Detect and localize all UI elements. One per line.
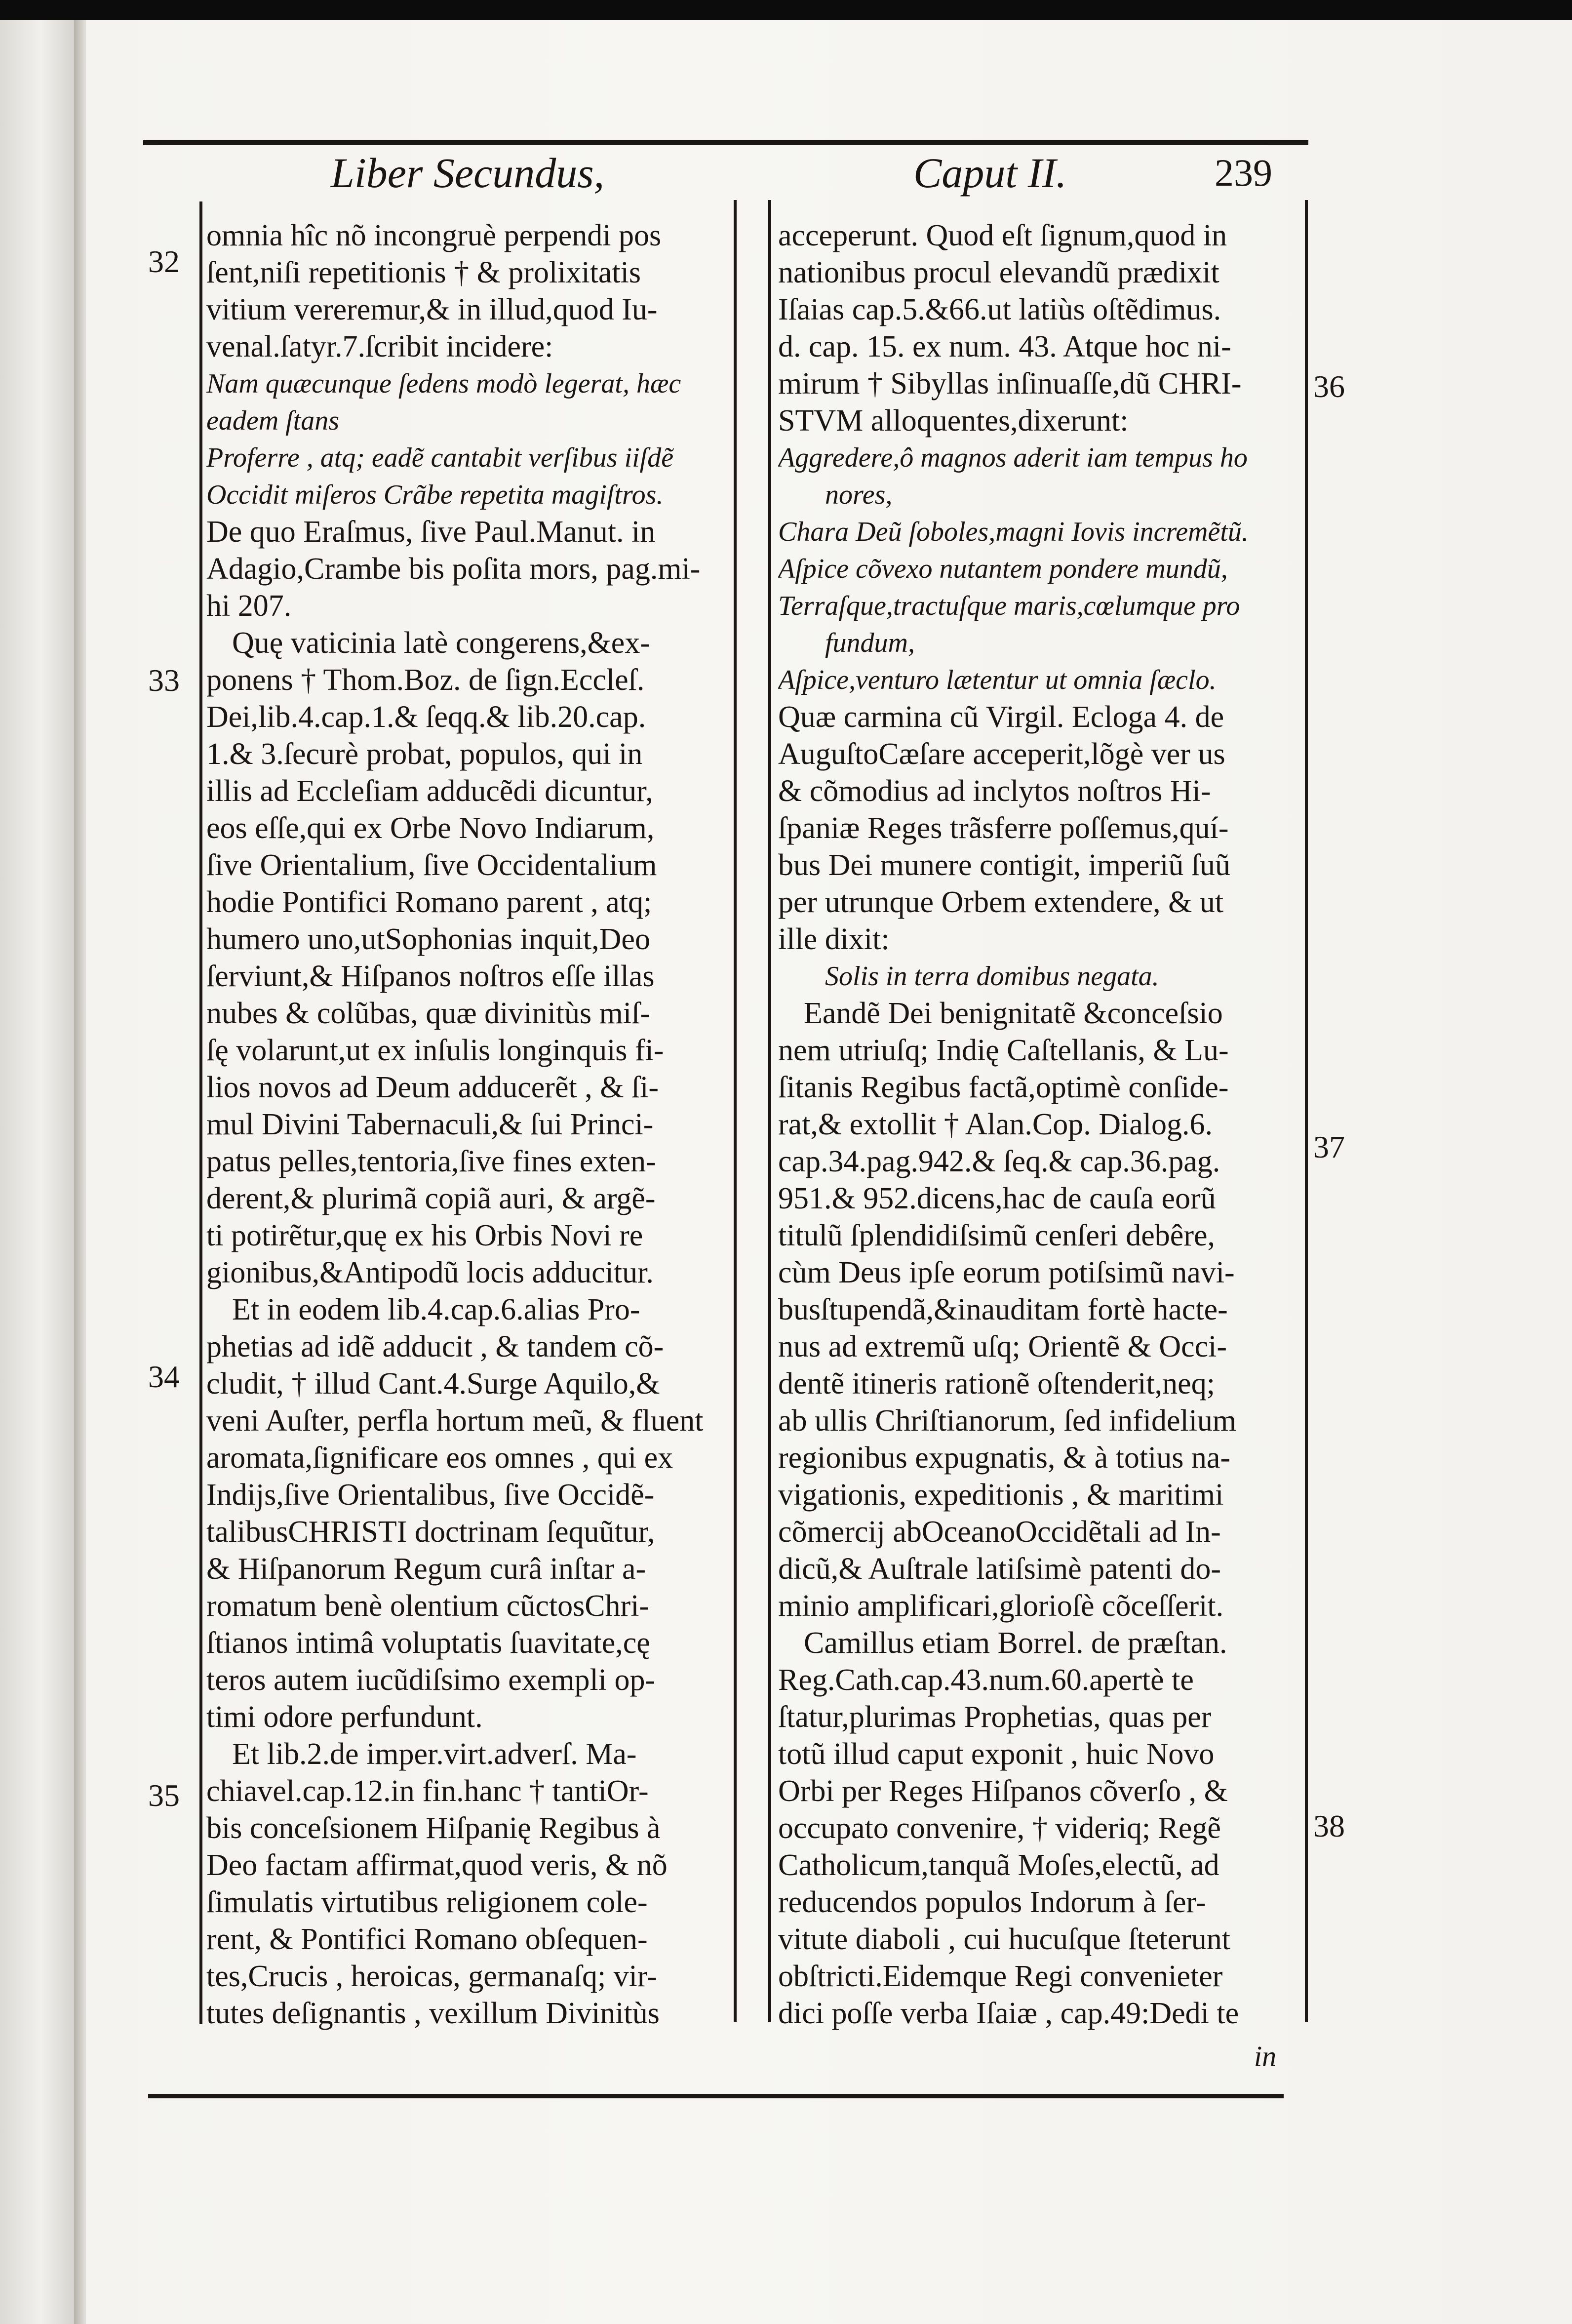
text-line: hi 207.	[206, 589, 292, 623]
text-line: aromata,ſignificare eos omnes , qui ex	[206, 1441, 673, 1475]
margin-number-32: 32	[148, 244, 180, 279]
left-column-outer-rule	[199, 201, 202, 2024]
text-line: ille dixit:	[778, 922, 890, 956]
margin-number-38: 38	[1313, 1808, 1345, 1843]
text-line: vitium vereremur,& in illud,quod Iu-	[206, 293, 658, 326]
text-line: Eandẽ Dei benignitatẽ &conceſsio	[804, 997, 1223, 1030]
running-head-book: Liber Secundus,	[331, 149, 605, 197]
text-line: STVM alloquentes,dixerunt:	[778, 404, 1129, 438]
text-line: regionibus expugnatis, & à totius na-	[778, 1441, 1231, 1475]
text-line: lios novos ad Deum adducerẽt , & ſi-	[206, 1071, 659, 1104]
footer-rule	[148, 2094, 1284, 2098]
margin-number-33: 33	[148, 663, 180, 698]
text-line: ſpaniæ Reges trãsferre poſſemus,quí-	[778, 811, 1229, 845]
text-line: eadem ſtans	[206, 405, 340, 436]
text-line: rat,& extollit † Alan.Cop. Dialog.6.	[778, 1108, 1213, 1141]
facing-page-edge	[0, 20, 76, 2324]
text-line: Et lib.2.de imper.virt.adverſ. Ma-	[232, 1737, 637, 1771]
text-line: Chara Deũ ſoboles,magni Iovis incremẽtũ.	[778, 517, 1249, 547]
text-line: tutes deſignantis , vexillum Divinitùs	[206, 1997, 660, 2030]
margin-number-34: 34	[148, 1359, 180, 1394]
text-line: bus Dei munere contigit, imperiũ ſuũ	[778, 848, 1231, 882]
text-line: omnia hîc nõ incongruè perpendi pos	[206, 219, 662, 252]
margin-number-36: 36	[1313, 369, 1345, 404]
text-line: Orbi per Reges Hiſpanos cõverſo , &	[778, 1774, 1228, 1808]
text-line: reducendos populos Indorum à ſer-	[778, 1885, 1206, 1919]
text-line: Occidit miſeros Crãbe repetita magiſtros.	[206, 480, 664, 510]
text-line: per utrunque Orbem extendere, & ut	[778, 885, 1224, 919]
text-line: illis ad Eccleſiam adducẽdi dicuntur,	[206, 774, 653, 808]
text-line: eos eſſe,qui ex Orbe Novo Indiarum,	[206, 811, 655, 845]
text-line: nationibus procul elevandũ prædixit	[778, 256, 1219, 289]
text-line: Solis in terra domibus negata.	[825, 961, 1159, 992]
text-line: nores,	[825, 480, 893, 510]
text-line: dici poſſe verba Iſaiæ , cap.49:Dedi te	[778, 1997, 1239, 2030]
text-line: Deo factam affirmat,quod veris, & nõ	[206, 1848, 668, 1882]
text-line: cùm Deus ipſe eorum potiſsimũ navi-	[778, 1256, 1235, 1289]
text-line: Quæ carmina cũ Virgil. Ecloga 4. de	[778, 700, 1224, 734]
text-line: 1.& 3.ſecurè probat, populos, qui in	[206, 737, 643, 771]
text-line: nem utriuſq; Indię Caſtellanis, & Lu-	[778, 1034, 1229, 1067]
text-line: ſent,niſi repetitionis † & prolixitatis	[206, 256, 641, 289]
text-line: titulũ ſplendidiſsimũ cenſeri debêre,	[778, 1219, 1215, 1252]
text-line: Aſpice,venturo lætentur ut omnia ſæclo.	[778, 665, 1217, 695]
text-line: rent, & Pontifici Romano obſequen-	[206, 1923, 648, 1956]
text-line: ponens † Thom.Boz. de ſign.Eccleſ.	[206, 663, 645, 697]
text-line: chiavel.cap.12.in fin.hanc † tantiOr-	[206, 1774, 649, 1808]
book-gutter	[74, 20, 86, 2324]
text-line: gionibus,&Antipodũ locis adducitur.	[206, 1256, 654, 1289]
text-line: Et in eodem lib.4.cap.6.alias Pro-	[232, 1293, 640, 1326]
text-line: Aggredere,ô magnos aderit iam tempus ho	[778, 442, 1248, 473]
text-line: Adagio,Crambe bis poſita mors, pag.mi-	[206, 552, 701, 586]
text-line: ſtatur,plurimas Prophetias, quas per	[778, 1700, 1212, 1734]
text-line: cludit, † illud Cant.4.Surge Aquilo,&	[206, 1367, 660, 1401]
text-line: dentẽ itineris rationẽ oſtenderit,neq;	[778, 1367, 1215, 1401]
left-text-column	[206, 217, 727, 2035]
text-line: d. cap. 15. ex num. 43. Atque hoc ni-	[778, 330, 1231, 363]
text-line: & cõmodius ad inclytos noſtros Hi-	[778, 774, 1211, 808]
text-line: derent,& plurimã copiã auri, & argẽ-	[206, 1182, 656, 1215]
column-divider-right	[768, 200, 771, 2022]
text-line: Reg.Cath.cap.43.num.60.apertè te	[778, 1663, 1194, 1697]
text-line: romatum benè olentium cũctosChri-	[206, 1589, 650, 1623]
text-line: 951.& 952.dicens,hac de cauſa eorũ	[778, 1182, 1216, 1215]
text-line: nus ad extremũ uſq; Orientẽ & Occi-	[778, 1330, 1227, 1363]
text-line: ſive Orientalium, ſive Occidentalium	[206, 848, 657, 882]
text-line: ſimulatis virtutibus religionem cole-	[206, 1885, 648, 1919]
text-line: occupato convenire, † videriq; Regẽ	[778, 1811, 1221, 1845]
text-line: minio amplificari,glorioſè cõceſſerit.	[778, 1589, 1224, 1623]
text-line: ti potirẽtur,quę ex his Orbis Novi re	[206, 1219, 643, 1252]
text-line: veni Auſter, perfla hortum meũ, & fluent	[206, 1404, 704, 1438]
text-line: vitute diaboli , cui hucuſque ſteterunt	[778, 1923, 1230, 1956]
text-line: & Hiſpanorum Regum curâ inſtar a-	[206, 1552, 646, 1586]
text-line: bis conceſsionem Hiſpanię Regibus à	[206, 1811, 661, 1845]
text-line: totũ illud caput exponit , huic Novo	[778, 1737, 1215, 1771]
right-text-column	[778, 217, 1298, 2035]
right-column-outer-rule	[1305, 200, 1308, 2022]
text-line: cap.34.pag.942.& ſeq.& cap.36.pag.	[778, 1145, 1220, 1178]
text-line: ſę volarunt,ut ex inſulis longinquis fi-	[206, 1034, 664, 1067]
text-line: talibusCHRISTI doctrinam ſequũtur,	[206, 1515, 655, 1549]
text-line: Camillus etiam Borrel. de præſtan.	[804, 1626, 1227, 1660]
text-line: busſtupendã,&inauditam fortè hacte-	[778, 1293, 1228, 1326]
text-line: Quę vaticinia latè congerens,&ex-	[232, 626, 650, 660]
text-line: Iſaias cap.5.&66.ut latiùs oſtẽdimus.	[778, 293, 1221, 326]
text-line: AuguſtoCæſare acceperit,lõgè ver us	[778, 737, 1225, 771]
text-line: acceperunt. Quod eſt ſignum,quod in	[778, 219, 1227, 252]
text-line: Terraſque,tractuſque maris,cœlumque pro	[778, 591, 1240, 621]
text-line: tes,Crucis , heroicas, germanaſq; vir-	[206, 1960, 657, 1993]
text-line: Indijs,ſive Orientalibus, ſive Occidẽ-	[206, 1478, 655, 1512]
text-line: patus pelles,tentoria,ſive fines exten-	[206, 1145, 656, 1178]
text-line: nubes & colũbas, quæ divinitùs miſ-	[206, 997, 650, 1030]
text-line: mirum † Sibyllas inſinuaſſe,dũ CHRI-	[778, 367, 1242, 401]
text-line: obſtricti.Eidemque Regi convenieter	[778, 1960, 1223, 1993]
catchword: in	[1254, 2040, 1277, 2072]
text-line: ab ullis Chriſtianorum, ſed infidelium	[778, 1404, 1237, 1438]
text-line: Dei,lib.4.cap.1.& ſeqq.& lib.20.cap.	[206, 700, 646, 734]
header-rule	[143, 140, 1308, 145]
text-line: mul Divini Tabernaculi,& ſui Princi-	[206, 1108, 654, 1141]
text-line: vigationis, expeditionis , & maritimi	[778, 1478, 1224, 1512]
text-line: Catholicum,tanquã Moſes,electũ, ad	[778, 1848, 1219, 1882]
text-line: venal.ſatyr.7.ſcribit incidere:	[206, 330, 553, 363]
text-line: timi odore perfundunt.	[206, 1700, 483, 1734]
page-number: 239	[1215, 151, 1272, 194]
text-line: cõmercij abOceanoOccidẽtali ad In-	[778, 1515, 1221, 1549]
text-line: De quo Eraſmus, ſive Paul.Manut. in	[206, 515, 656, 549]
text-line: Aſpice cõvexo nutantem pondere mundũ,	[778, 554, 1228, 584]
text-line: fundum,	[825, 628, 915, 658]
scanner-edge	[0, 0, 1572, 20]
text-line: hodie Pontifici Romano parent , atq;	[206, 885, 652, 919]
text-line: Proferre , atq; eadẽ cantabit verſibus iiſdẽ	[206, 442, 674, 473]
text-line: dicũ,& Auſtrale latiſsimè patenti do-	[778, 1552, 1221, 1586]
running-head-chapter: Caput II.	[913, 149, 1067, 197]
margin-number-37: 37	[1313, 1129, 1345, 1164]
text-line: ſitanis Regibus factã,optimè conſide-	[778, 1071, 1229, 1104]
text-line: humero uno,utSophonias inquit,Deo	[206, 922, 650, 956]
text-line: ſtianos intimâ voluptatis ſuavitate,cę	[206, 1626, 650, 1660]
text-line: ſerviunt,& Hiſpanos noſtros eſſe illas	[206, 960, 655, 993]
margin-number-35: 35	[148, 1778, 180, 1813]
column-divider-left	[734, 200, 737, 2022]
text-line: teros autem iucũdiſsimo exempli op-	[206, 1663, 656, 1697]
text-line: Nam quæcunque ſedens modò legerat, hæc	[206, 368, 681, 399]
text-line: phetias ad idẽ adducit , & tandem cõ-	[206, 1330, 664, 1363]
